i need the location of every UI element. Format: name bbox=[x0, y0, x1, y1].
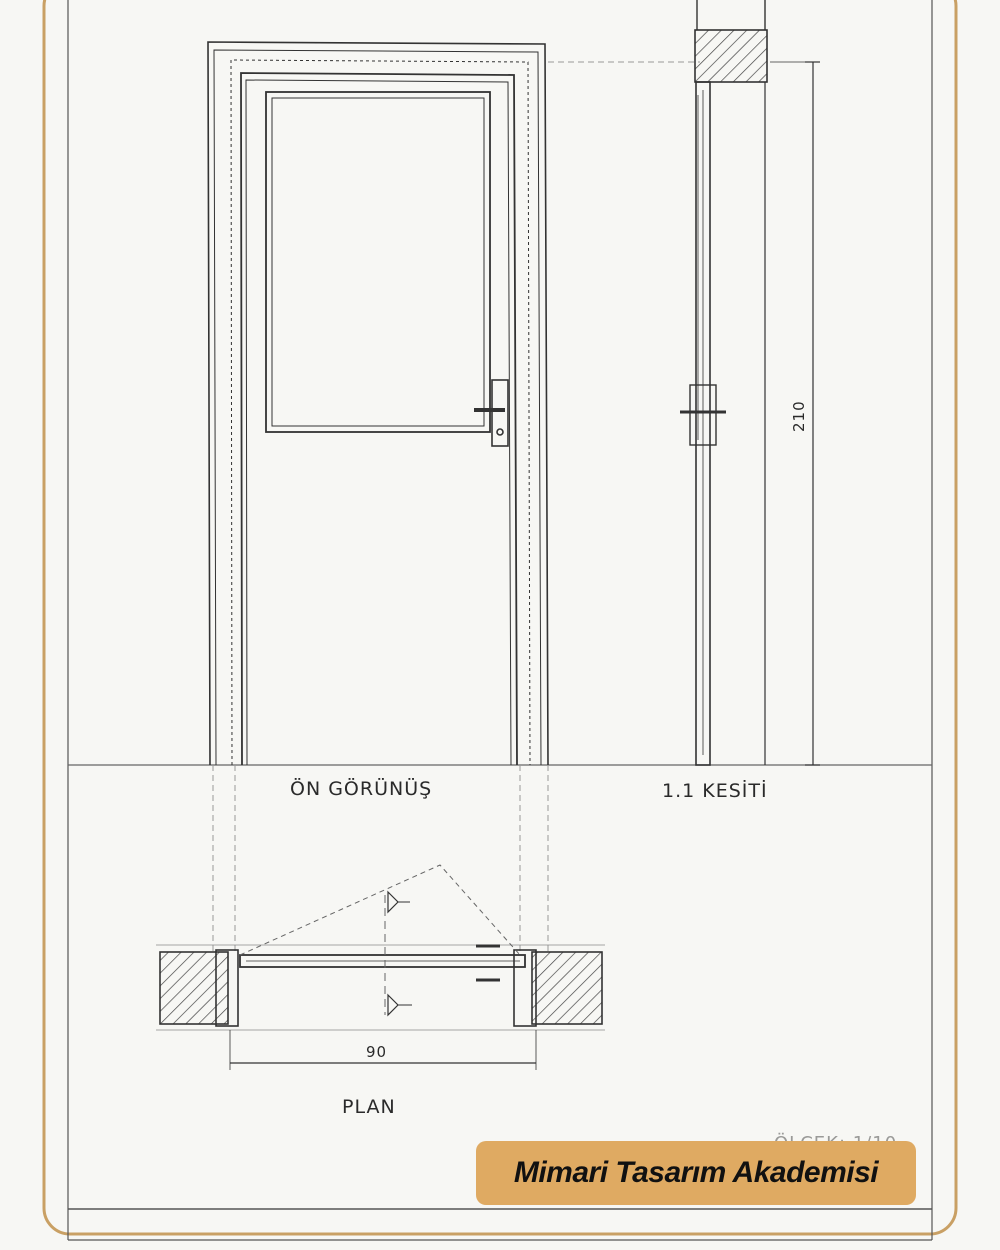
sheet-border bbox=[44, 0, 956, 1234]
section-label: 1.1 KESİTİ bbox=[662, 780, 768, 802]
drawing-frame bbox=[68, 0, 932, 1240]
door-section-view bbox=[680, 0, 820, 765]
brand-banner bbox=[476, 1141, 916, 1205]
plan-label: PLAN bbox=[342, 1096, 396, 1118]
brand-text: Mimari Tasarım Akademisi bbox=[513, 1156, 879, 1189]
width-dimension-label: 90 bbox=[366, 1043, 388, 1061]
front-view-label: ÖN GÖRÜNÜŞ bbox=[290, 778, 433, 800]
door-front-view bbox=[208, 42, 548, 765]
height-dimension-label: 210 bbox=[790, 400, 808, 432]
projection-lines bbox=[213, 62, 700, 955]
door-plan-view bbox=[156, 865, 605, 1070]
